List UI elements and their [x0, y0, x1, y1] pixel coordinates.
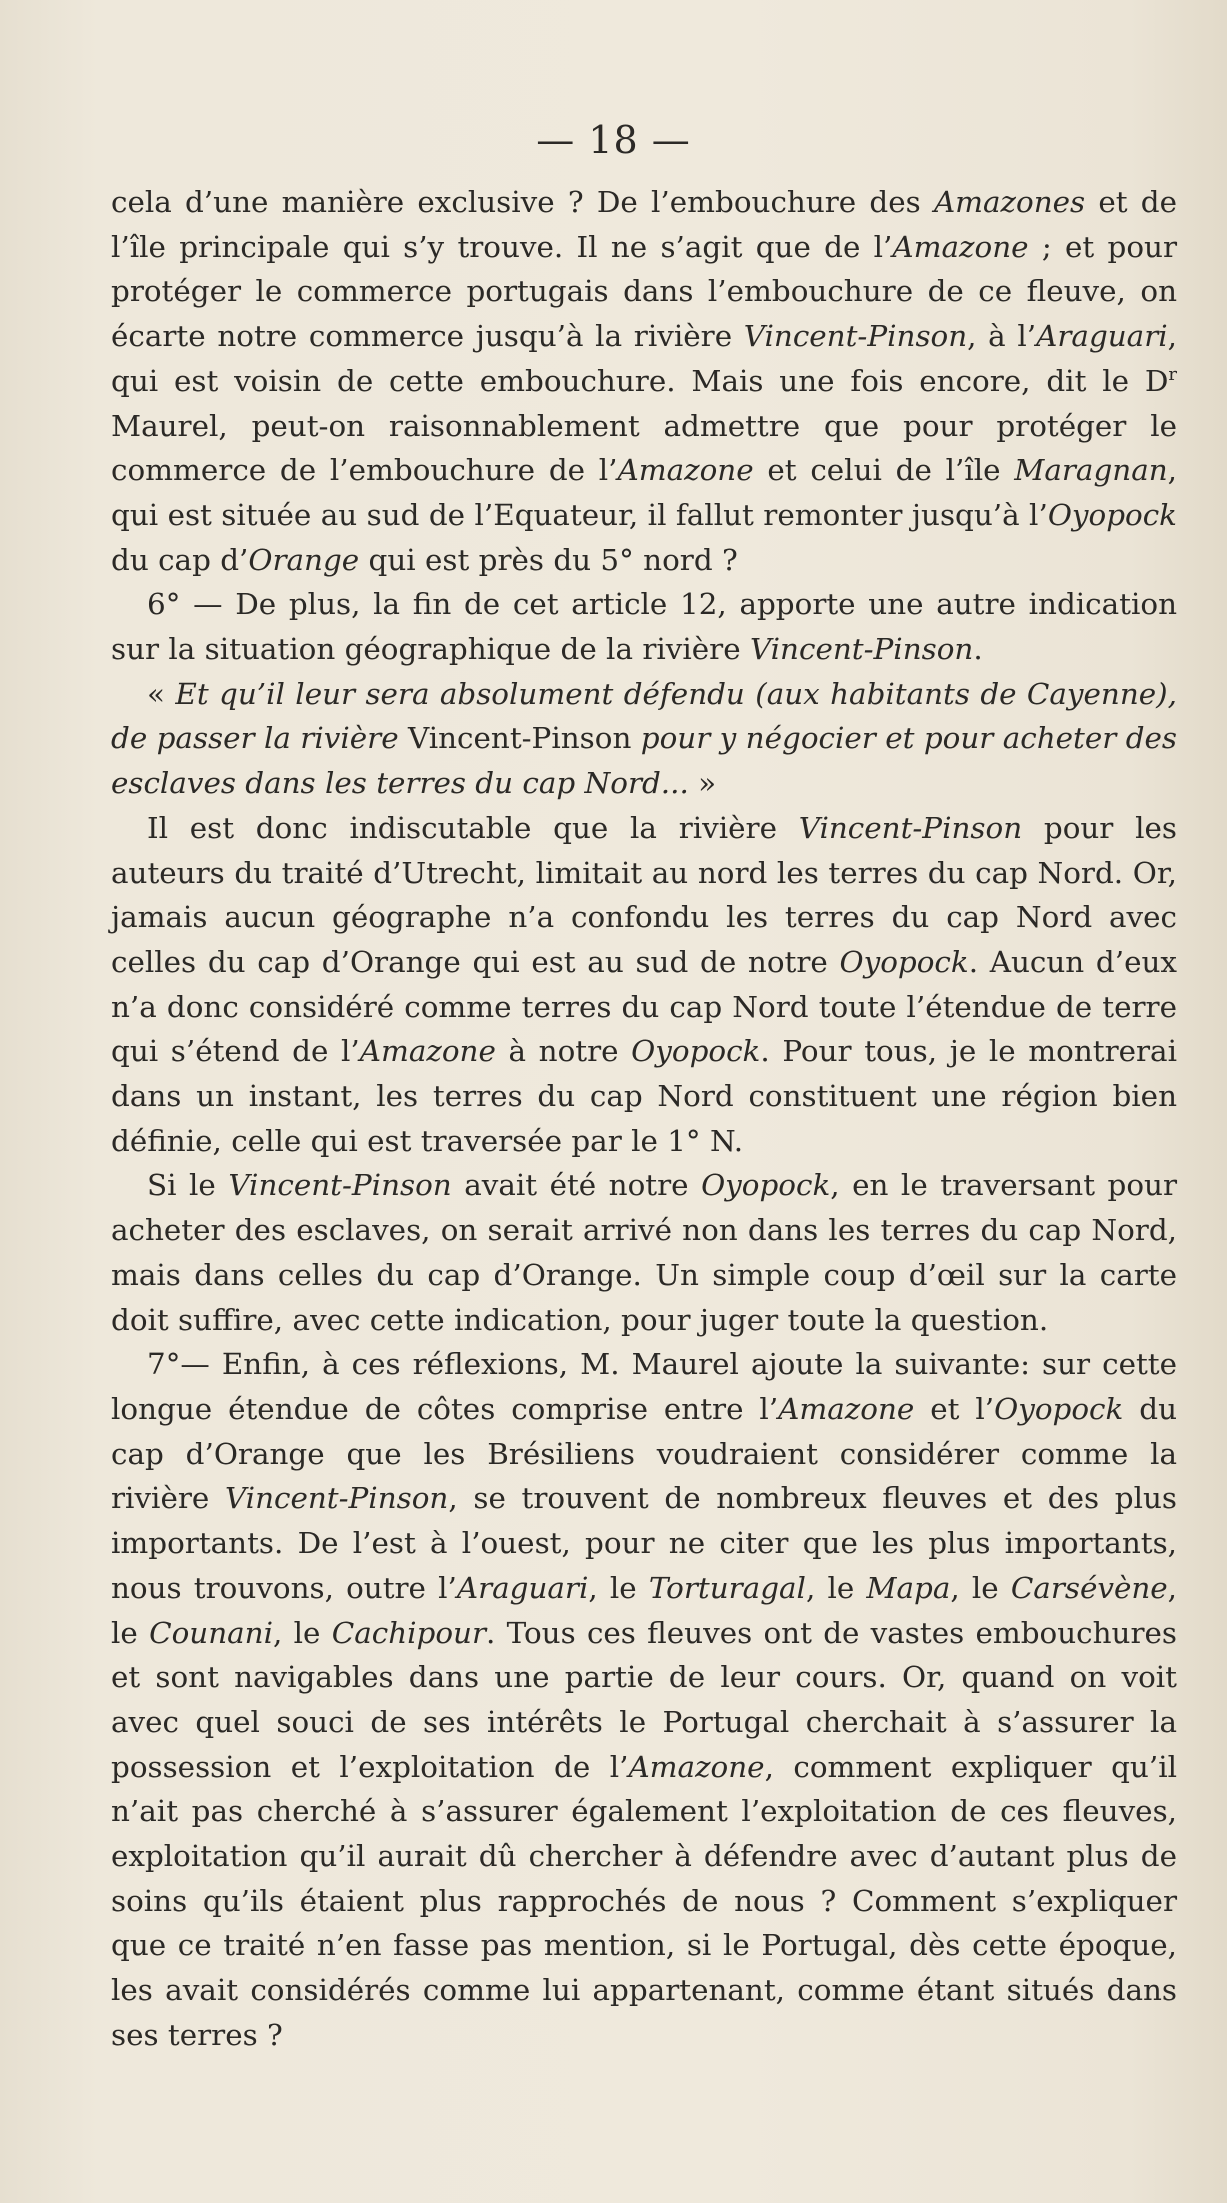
page-number: — 18 — — [536, 118, 691, 162]
paragraph-4: Il est donc indiscutable que la rivière Vincent-Pinson pour les auteurs du traité d’Utrecht, limitait au nord les terres du cap Nord. Or, jamais aucun géographe n’a confondu les terres du cap Nord avec celles du cap d’Orange qui est au sud de notre Oyopock. Aucun d’eux n’a donc considéré comme terres du cap Nord toute l’étendue de terre qui s’étend de l’Amazone à notre Oyopock. Pour tous, je le montrerai dans un instant, les terres du cap Nord constituent une région bien définie, celle qui est traversée par le 1° N. — [111, 810, 1177, 1158]
paragraph-3-quotation: « Et qu’il leur sera absolument défendu (aux habitants de Cayenne), de passer la rivière Vincent-Pinson pour y négocier et pour acheter des esclaves dans les terres du cap Nord... » — [111, 676, 1177, 801]
body-text — [111, 180, 1177, 2058]
paragraph-2: 6° — De plus, la fin de cet article 12, apporte une autre indication sur la situation géographique de la rivière Vincent-Pinson. — [111, 587, 1177, 667]
paragraph-6: 7°— Enfin, à ces réflexions, M. Maurel ajoute la suivante: sur cette longue étendue de côtes comprise entre l’Amazone et l’Oyopock du cap d’Orange que les Brésiliens voudraient considérer comme la rivière Vincent-Pinson, se trouvent de nombreux fleuves et des plus importants. De l’est à l’ouest, pour ne citer que les plus importants, nous trouvons, outre l’Araguari, le Torturagal, le Mapa, le Carsévène, le Counani, le Cachipour. Tous ces fleuves ont de vastes embouchures et sont navigables dans une partie de leur cours. Or, quand on voit avec quel souci de ses intérêts le Portugal cherchait à s’assurer la possession et l’exploitation de l’Amazone, comment expliquer qu’il n’ait pas cherché à s’assurer également l’exploitation de ces fleuves, exploitation qu’il aurait dû chercher à défendre avec d’autant plus de soins qu’ils étaient plus rapprochés de nous ? Comment s’expliquer que ce traité n’en fasse pas mention, si le Portugal, dès cette époque, les avait considérés comme lui appartenant, comme étant situés dans ses terres ? — [111, 1347, 1178, 2052]
paragraph-5: Si le Vincent-Pinson avait été notre Oyopock, en le traversant pour acheter des esclaves, on serait arrivé non dans les terres du cap Nord, mais dans celles du cap d’Orange. Un simple coup d’œil sur la carte doit suffire, avec cette indication, pour juger toute la question. — [111, 1168, 1177, 1337]
paragraph-1: cela d’une manière exclusive ? De l’embouchure des Amazones et de l’île principale qui s’y trouve. Il ne s’agit que de l’Amazone ; et pour protéger le commerce portugais dans l’embouchure de ce fleuve, on écarte notre commerce jusqu’à la rivière Vincent-Pinson, à l’Araguari, qui est voisin de cette embouchure. Mais une fois encore, dit le $D^r$ Maurel, peut-on raisonnablement admettre que pour protéger le commerce de l’embouchure de l’Amazone et celui de l’île Maragnan, qui est située au sud de l’Equateur, il fallut remonter jusqu’à l’Oyopock du cap d’Orange qui est près du 5° nord ? — [111, 185, 1177, 577]
